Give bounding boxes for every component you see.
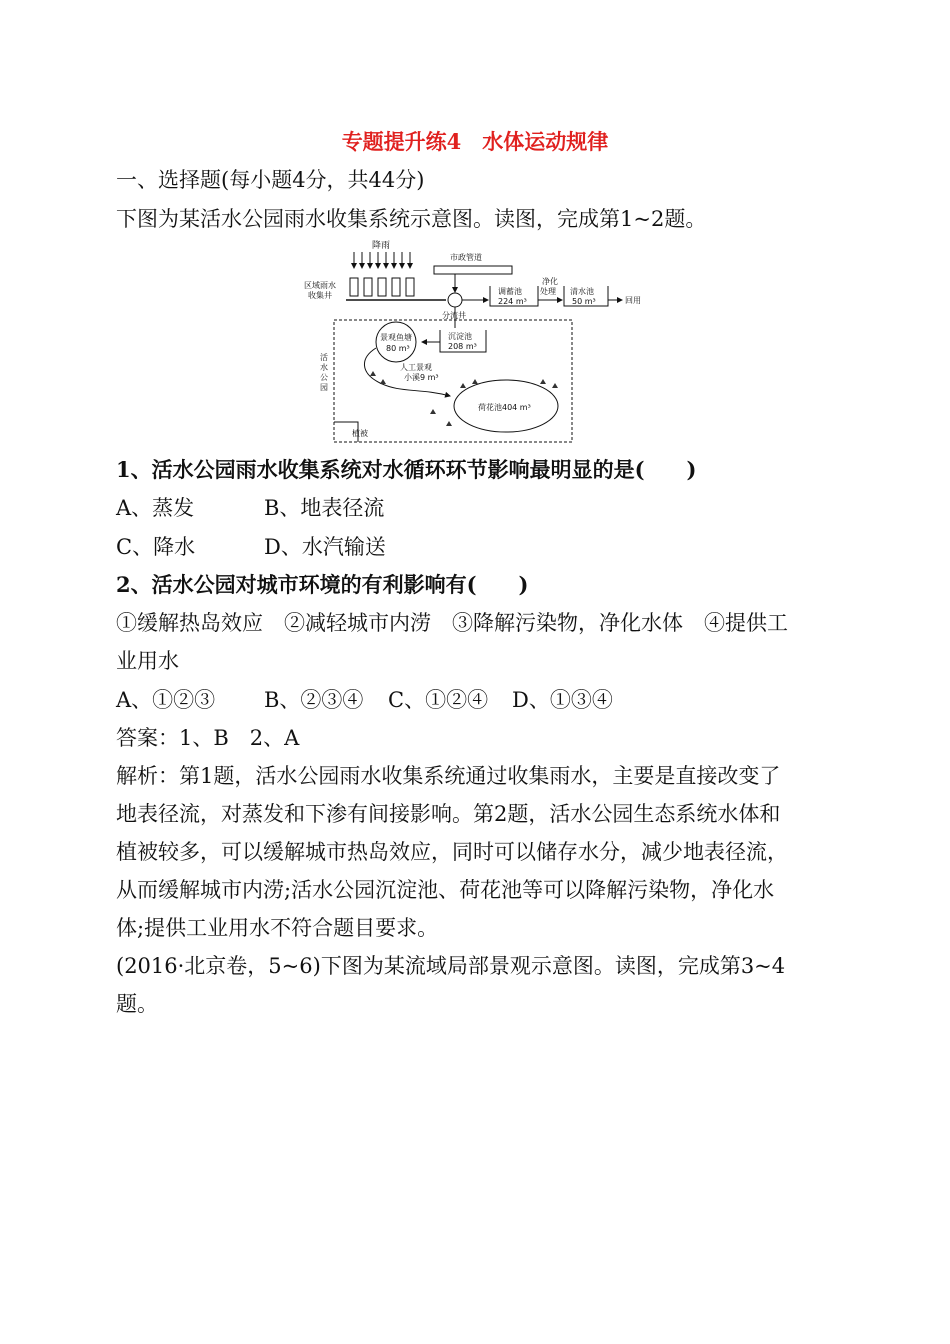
stream-label-2: 小溪9 m³: [404, 373, 439, 382]
answer-line: 答案：1、B 2、A: [116, 726, 300, 750]
split-well: [448, 293, 462, 307]
q1-option-d: D、水汽输送: [264, 535, 386, 559]
question-1-stem: 1、活水公园雨水收集系统对水循环环节影响最明显的是( ): [116, 457, 697, 482]
settle-label-1: 沉淀池: [448, 332, 472, 341]
clear-label-1: 清水池: [570, 287, 594, 296]
section-heading: 一、选择题(每小题4分，共44分): [116, 168, 425, 192]
q1-option-a: A、蒸发: [116, 496, 195, 520]
collection-wells: [350, 278, 414, 296]
q2-items-line-2: 业用水: [116, 649, 179, 673]
park-char-4: 园: [320, 383, 328, 392]
stream-label-1: 人工景观: [400, 363, 432, 372]
pipe-label: 市政管道: [450, 253, 482, 262]
fish-label-1: 景观鱼塘: [380, 333, 412, 342]
analysis-line-5: 体;提供工业用水不符合题目要求。: [116, 916, 439, 940]
intro-q1-2: 下图为某活水公园雨水收集系统示意图。读图，完成第1~2题。: [116, 207, 707, 231]
q2-option-a: A、①②③: [116, 688, 216, 712]
reuse-label: 回用: [625, 296, 641, 305]
storage-label-2: 224 m³: [498, 297, 527, 306]
veg-label: 植被: [352, 429, 368, 438]
q2-option-d: D、①③④: [512, 688, 613, 712]
municipal-pipe: [434, 266, 512, 274]
q1-option-c: C、降水: [116, 535, 196, 559]
analysis-line-3: 植被较多，可以缓解城市热岛效应，同时可以储存水分，减少地表径流，: [116, 840, 788, 864]
intro-q3-4-line-1: (2016·北京卷，5~6)下图为某流域局部景观示意图。读图，完成第3~4: [116, 954, 786, 978]
park-char-2: 水: [320, 363, 328, 372]
fish-pond: [376, 322, 416, 362]
q1-option-b: B、地表径流: [264, 496, 385, 520]
question-2-stem: 2、活水公园对城市环境的有利影响有( ): [116, 572, 529, 597]
intro-q3-4-line-2: 题。: [116, 992, 158, 1016]
purify-label-1: 净化: [542, 277, 558, 286]
q2-items-line-1: ①缓解热岛效应 ②减轻城市内涝 ③降解污染物，净化水体 ④提供工: [116, 611, 788, 635]
q2-option-c: C、①②④: [388, 688, 489, 712]
split-label: 分流井: [442, 311, 466, 320]
park-char-1: 活: [320, 353, 328, 362]
page-title: 专题提升练4 水体运动规律: [341, 129, 609, 154]
analysis-line-2: 地表径流，对蒸发和下渗有间接影响。第2题，活水公园生态系统水体和: [116, 802, 781, 826]
rain-label: 降雨: [372, 241, 391, 251]
fish-label-2: 80 m³: [386, 344, 410, 353]
lotus-label: 荷花池404 m³: [478, 403, 531, 412]
analysis-line-1: 解析：第1题，活水公园雨水收集系统通过收集雨水，主要是直接改变了: [116, 764, 781, 788]
q2-option-b: B、②③④: [264, 688, 364, 712]
settle-label-2: 208 m³: [448, 342, 477, 351]
storage-label-1: 调蓄池: [498, 287, 522, 296]
park-char-3: 公: [320, 373, 328, 382]
collection-label-2: 收集井: [308, 291, 332, 300]
analysis-line-4: 从而缓解城市内涝;活水公园沉淀池、荷花池等可以降解污染物，净化水: [116, 878, 775, 902]
rainwater-system-diagram: [300, 238, 680, 448]
clear-label-2: 50 m³: [572, 297, 596, 306]
purify-label-2: 处理: [540, 287, 556, 296]
rain-arrows: [354, 252, 410, 268]
collection-label-1: 区域雨水: [304, 281, 336, 290]
